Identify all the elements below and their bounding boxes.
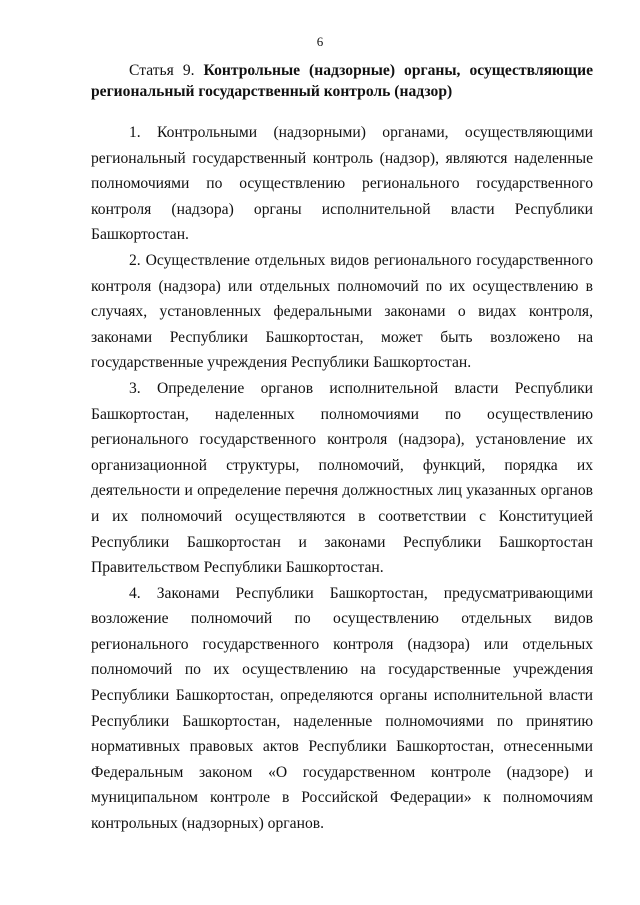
page-number: 6 xyxy=(316,34,324,49)
paragraph-3: 3. Определение органов исполнительной власти Республики Башкортостан, наделенных полномочиями по осуществлению регионального государственного контроля (надзора), установление их организационной структуры, полномочий, функций, порядка их деятельности и определение перечня должностных лиц указанных органов и их полномочий осуществляются в соответствии с Конституцией Республики Башкортостан и законами Республики Башкортостан Правительством Республики Башкортостан. xyxy=(91,379,593,577)
paragraph-4: 4. Законами Республики Башкортостан, предусматривающими возложение полномочий по осуществлению отдельных видов регионального государственного контроля (надзора) или отдельных полномочий по их осуществлению на государственные учреждения Республики Башкортостан, определяются органы исполнительной власти Республики Башкортостан, наделенные полномочиями по принятию нормативных правовых актов Республики Башкортостан, отнесенными Федеральным законом «О государственном контроле (надзоре) и муниципальном контроле в Российской Федерации» к полномочиям контрольных (надзорных) органов. xyxy=(91,584,593,833)
article-label: Статья 9. xyxy=(129,62,195,79)
paragraph-2: 2. Осуществление отдельных видов регионального государственного контроля (надзора) или отдельных полномочий по их осуществлению в случаях, установленных федеральными законами о видах контроля, законами Республики Башкортостан, может быть возложено на государственные учреждения Республики Башкортостан. xyxy=(91,251,593,372)
article-body xyxy=(91,60,593,837)
paragraph-1: 1. Контрольными (надзорными) органами, осуществляющими региональный государственный контроль (надзор), являются наделенные полномочиями по осуществлению регионального государственного контроля (надзора) органы исполнительной власти Республики Башкортостан. xyxy=(91,124,593,244)
article-title: Контрольные (надзорные) органы, осуществляющие региональный государственный контроль (надзор) xyxy=(91,62,593,100)
article-heading xyxy=(91,60,593,102)
